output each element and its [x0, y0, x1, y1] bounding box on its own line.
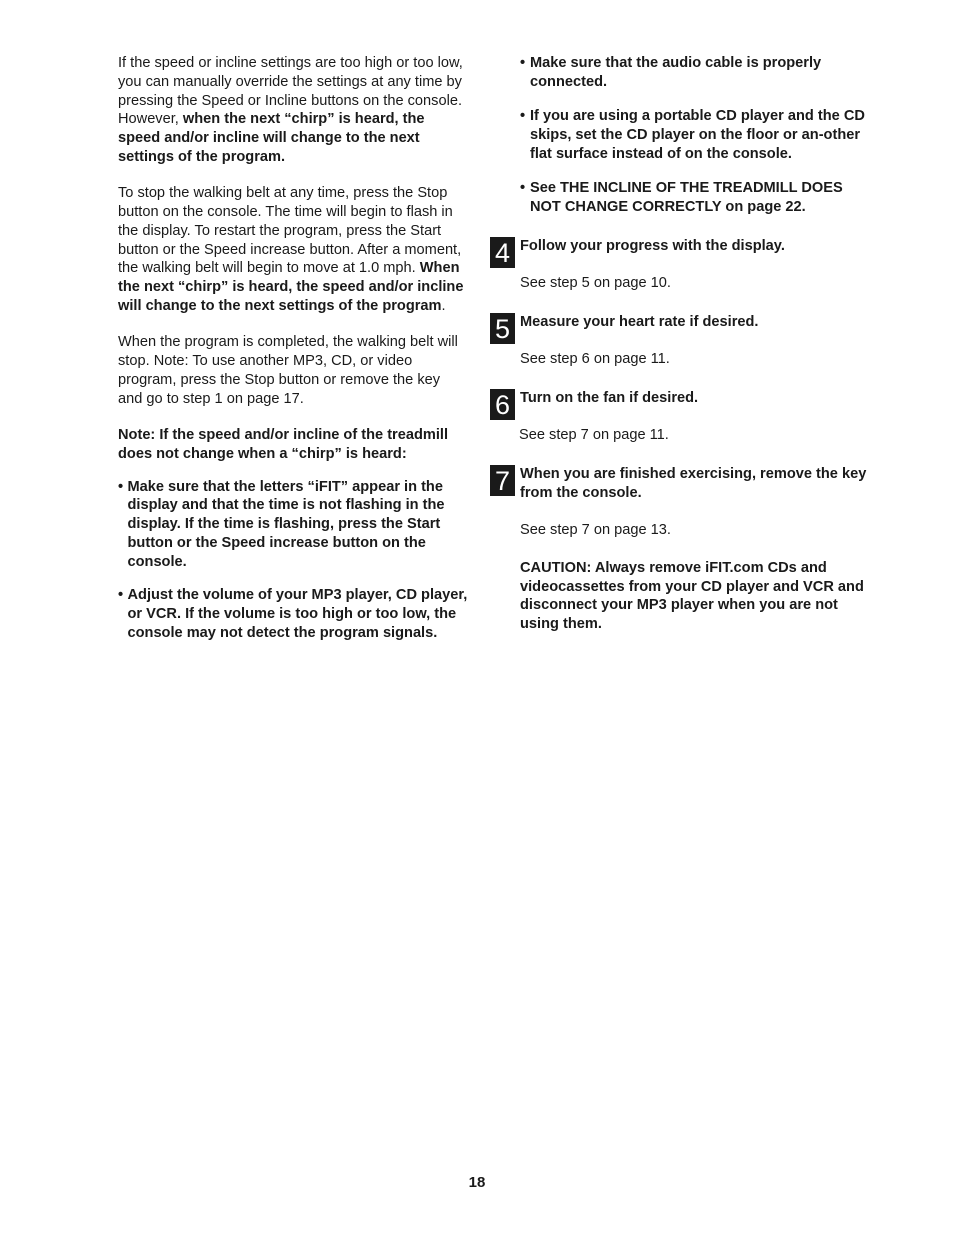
override-paragraph [118, 54, 468, 167]
bullet-dot: • [520, 108, 526, 125]
stop-text: To stop the walking belt at any time, press the Stop button on the console. The time will begin to flash in the display. To restart the program, press the Start button or the Speed increase button. After a moment, the walking belt will begin to move at 1.0 mph. [118, 185, 462, 277]
bullet-text: If you are using a portable CD player and the CD skips, set the CD player on the floor or an-other flat surface instead of on the console. [530, 108, 865, 162]
caution-note: CAUTION: Always remove iFIT.com CDs and videocassettes from your CD player and VCR and disconnect your MP3 player when you are not using them. [520, 559, 864, 633]
bullet-dot: • [520, 55, 526, 71]
stop-bold-text: When the next “chirp” is heard, the speed and/or incline will change to the next settings of the program [118, 260, 464, 315]
left-column [118, 54, 468, 657]
step-title: Turn on the fan if desired. [520, 389, 699, 406]
page-number: 18 [468, 1174, 486, 1191]
bullet-item [118, 586, 468, 642]
override-text: If the speed or incline settings are too high or too low, you can manually override the settings at any time by pressing the Speed or Incline buttons on the console. However, [118, 55, 463, 128]
step-body: See step 6 on page 11. [520, 350, 670, 367]
step-title: Follow your progress with the display. [520, 237, 785, 254]
step-body: See step 7 on page 13. [520, 521, 671, 538]
bullet-text: Make sure that the audio cable is properly connected. [530, 55, 822, 90]
bullet-text: See THE INCLINE OF THE TREADMILL DOES NOT CHANGE CORRECTLY on page 22. [530, 179, 843, 215]
bullet-dot: • [118, 478, 124, 495]
step-4 [490, 237, 870, 293]
bullet-item [520, 179, 870, 217]
right-column [490, 54, 870, 634]
step-number-badge: 5 [490, 313, 515, 344]
step-6 [490, 389, 870, 445]
step-title: Measure your heart rate if desired. [520, 313, 759, 330]
note-heading: Note: If the speed and/or incline of the treadmill does not change when a “chirp” is heard: [118, 427, 449, 462]
step-number-badge: 4 [490, 237, 515, 268]
bullet-item [520, 54, 870, 92]
step-body: See step 7 on page 11. [519, 427, 669, 444]
step-5 [490, 313, 870, 369]
stop-paragraph [118, 184, 468, 316]
bullet-text: Make sure that the letters “iFIT” appear in the display and that the time is not flashing in the display. If the time is flashing, press the Start button or the Speed increase button on the console. [127, 478, 445, 570]
step-body: See step 5 on page 10. [520, 274, 671, 291]
bullet-item [520, 107, 870, 163]
override-bold-text: when the next “chirp” is heard, the speed and/or incline will change to the next settings of the program. [118, 111, 425, 165]
step-title: When you are finished exercising, remove the key from the console. [520, 465, 867, 501]
completed-paragraph: When the program is completed, the walking belt will stop. Note: To use another MP3, CD, or video program, press the Stop button or remove the key and go to step 1 on page 17. [118, 334, 458, 407]
stop-end-text: . [441, 298, 446, 315]
step-number-badge: 6 [490, 389, 515, 420]
bullet-dot: • [520, 179, 526, 196]
step-number-badge: 7 [490, 465, 515, 496]
step-7 [490, 465, 870, 540]
bullet-item [118, 478, 468, 572]
bullet-dot: • [118, 587, 124, 604]
bullet-text: Adjust the volume of your MP3 player, CD player, or VCR. If the volume is too high or too low, the console may not detect the program signals. [127, 587, 468, 641]
